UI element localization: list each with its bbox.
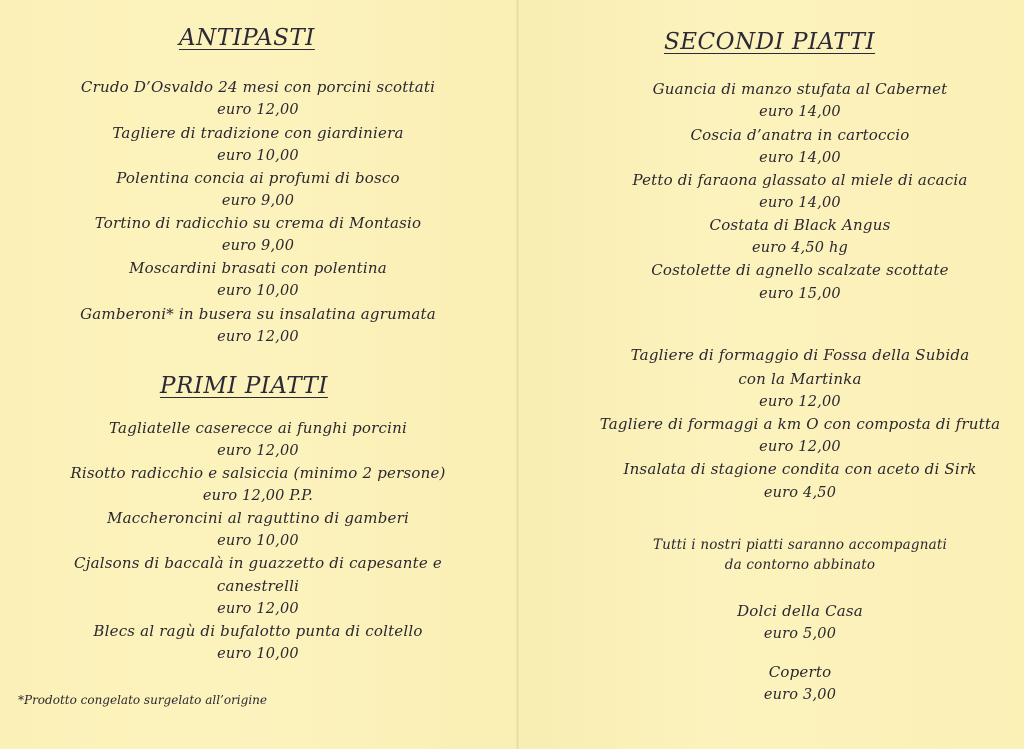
primi-item-5-name: Blecs al ragù di bufalotto punta di coltello — [93, 622, 423, 640]
secondi-heading: SECONDI PIATTI — [664, 29, 876, 55]
secondi-item-1-name: Guancia di manzo stufata al Cabernet — [652, 80, 948, 98]
left-column — [50, 0, 466, 749]
extra-item-3-name: Insalata di stagione condita con aceto di Sirk — [623, 460, 977, 478]
secondi-item-3-price: euro 14,00 — [759, 195, 841, 211]
right-column — [578, 0, 1022, 749]
extra-item-1-name: Tagliere di formaggio di Fossa della Subida — [630, 346, 970, 364]
coperto-name: Coperto — [768, 663, 832, 681]
footnote: *Prodotto congelato surgelato all’origine — [18, 693, 267, 707]
dolci-name: Dolci della Casa — [737, 602, 863, 620]
antipasti-item-3-price: euro 9,00 — [221, 193, 295, 209]
secondi-item-1-price: euro 14,00 — [759, 104, 841, 120]
antipasti-item-6-name: Gamberoni* in busera su insalatina agrumata — [80, 305, 436, 323]
secondi-item-2-name: Coscia d’anatra in cartoccio — [690, 126, 910, 144]
side-dish-note-line-1: Tutti i nostri piatti saranno accompagnati — [652, 537, 948, 553]
extra-item-3-price: euro 4,50 — [763, 485, 837, 501]
primi-item-4-name: Cjalsons di baccalà in guazzetto di capesante e — [74, 554, 442, 572]
coperto-price: euro 3,00 — [763, 687, 837, 703]
extra-item-1-price: euro 12,00 — [759, 394, 841, 410]
antipasti-item-1-price: euro 12,00 — [217, 102, 299, 118]
antipasti-item-1-name: Crudo D’Osvaldo 24 mesi con porcini scottati — [80, 78, 436, 96]
secondi-item-5-name: Costolette di agnello scalzate scottate — [651, 261, 949, 279]
antipasti-item-5-price: euro 10,00 — [217, 283, 299, 299]
secondi-item-2-price: euro 14,00 — [759, 150, 841, 166]
dolci-price: euro 5,00 — [763, 626, 837, 642]
antipasti-item-5-name: Moscardini brasati con polentina — [129, 259, 387, 277]
primi-heading: PRIMI PIATTI — [160, 373, 328, 399]
primi-item-3-name: Maccheroncini al raguttino di gamberi — [107, 509, 409, 527]
primi-item-1-price: euro 12,00 — [217, 443, 299, 459]
antipasti-item-4-name: Tortino di radicchio su crema di Montasio — [94, 214, 422, 232]
side-dish-note-line-2: da contorno abbinato — [724, 557, 876, 573]
antipasti-heading: ANTIPASTI — [179, 25, 315, 51]
antipasti-item-2-price: euro 10,00 — [217, 148, 299, 164]
extra-item-2-name: Tagliere di formaggi a km O con composta di frutta — [599, 415, 1001, 433]
primi-item-3-price: euro 10,00 — [217, 533, 299, 549]
secondi-item-4-name: Costata di Black Angus — [709, 216, 891, 234]
primi-item-4-name-cont: canestrelli — [216, 577, 300, 595]
secondi-item-5-price: euro 15,00 — [759, 286, 841, 302]
antipasti-item-6-price: euro 12,00 — [217, 329, 299, 345]
antipasti-item-2-name: Tagliere di tradizione con giardiniera — [112, 124, 404, 142]
page-fold — [516, 0, 519, 749]
antipasti-item-4-price: euro 9,00 — [221, 238, 295, 254]
secondi-item-3-name: Petto di faraona glassato al miele di acacia — [632, 171, 968, 189]
extra-item-1-name-cont: con la Martinka — [738, 370, 862, 388]
primi-item-4-price: euro 12,00 — [217, 601, 299, 617]
antipasti-item-3-name: Polentina concia ai profumi di bosco — [116, 169, 400, 187]
primi-item-5-price: euro 10,00 — [217, 646, 299, 662]
primi-item-2-price: euro 12,00 P.P. — [202, 488, 314, 504]
extra-item-2-price: euro 12,00 — [759, 439, 841, 455]
primi-item-1-name: Tagliatelle caserecce ai funghi porcini — [109, 419, 407, 437]
secondi-item-4-price: euro 4,50 hg — [751, 240, 849, 256]
primi-item-2-name: Risotto radicchio e salsiccia (minimo 2 persone) — [70, 464, 446, 482]
